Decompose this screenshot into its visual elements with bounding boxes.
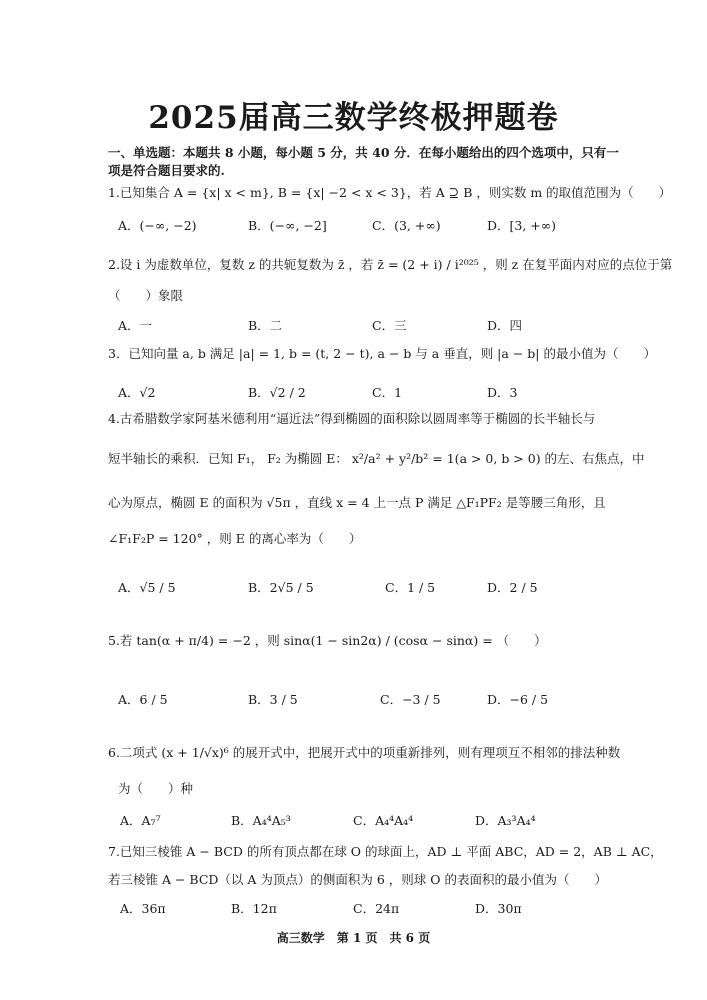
question-2-option-d: D．四 [487, 318, 523, 333]
section-instructions: 一、单选题：本题共 8 小题，每小题 5 分，共 40 分．在每小题给出的四个选项中，只有一 [108, 145, 619, 160]
question-1-stem: 1.已知集合 A = {x| x < m}, B = {x| −2 < x < 3}，若 A ⊇ B ，则实数 m 的取值范围为（ ） [108, 185, 672, 200]
question-6-stem: 6.二项式 (x + 1/√x)⁶ 的展开式中，把展开式中的项重新排列，则有理项互不相邻的排法种数 [108, 745, 621, 760]
question-3-option-d: D．3 [487, 385, 518, 400]
question-7-stem-cont: 若三棱锥 A − BCD（以 A 为顶点）的侧面积为 6 ，则球 O 的表面积的最小值为（ ） [108, 872, 607, 887]
question-4-stem-line4: ∠F₁F₂P = 120° ，则 E 的离心率为（ ） [108, 531, 362, 546]
question-1-option-c: C．(3, +∞) [372, 218, 441, 233]
question-1-option-d: D．[3, +∞) [487, 218, 557, 233]
question-6-option-c: C．A₄⁴A₄⁴ [353, 813, 414, 828]
question-3-option-c: C．1 [372, 385, 403, 400]
question-7-option-a: A．36π [120, 901, 166, 916]
question-3-option-a: A．√2 [118, 385, 156, 400]
question-4-option-c: C．1 / 5 [385, 580, 436, 595]
question-6-option-b: B．A₄⁴A₅³ [231, 813, 291, 828]
question-1-option-a: A．(−∞, −2) [118, 218, 197, 233]
question-4-option-d: D．2 / 5 [487, 580, 538, 595]
question-4-option-b: B．2√5 / 5 [248, 580, 314, 595]
question-7-option-c: C．24π [353, 901, 400, 916]
page-title: 2025届高三数学终极押题卷 [148, 100, 559, 136]
question-5-option-b: B．3 / 5 [248, 692, 298, 707]
question-6-option-d: D．A₃³A₄⁴ [475, 813, 536, 828]
question-4-stem-line3: 心为原点，椭圆 E 的面积为 √5π ，直线 x = 4 上一点 P 满足 △F₁PF₂ 是等腰三角形，且 [108, 495, 606, 510]
question-7-option-b: B．12π [231, 901, 277, 916]
question-5-stem: 5.若 tan(α + π/4) = −2 ，则 sinα(1 − sin2α) / (cosα − sinα) = （ ） [108, 633, 547, 648]
question-5-option-d: D．−6 / 5 [487, 692, 549, 707]
question-2-stem-cont: （ ）象限 [108, 288, 184, 303]
question-3-stem: 3．已知向量 a, b 满足 |a| = 1, b = (t, 2 − t), a − b 与 a 垂直，则 |a − b| 的最小值为（ ） [108, 346, 656, 361]
question-2-option-c: C．三 [372, 318, 407, 333]
question-4-stem: 4.古希腊数学家阿基米德利用“逼近法”得到椭圆的面积除以圆周率等于椭圆的长半轴长与 [108, 411, 596, 426]
page-footer: 高三数学 第 1 页 共 6 页 [276, 931, 431, 945]
question-2-option-b: B．二 [248, 318, 283, 333]
question-1-option-b: B．(−∞, −2] [248, 218, 327, 233]
question-6-option-a: A．A₇⁷ [120, 813, 161, 828]
question-4-option-a: A．√5 / 5 [118, 580, 176, 595]
question-2-stem: 2.设 i 为虚数单位，复数 z 的共轭复数为 z̄ ，若 z̄ = (2 + i) / i²⁰²⁵ ，则 z 在复平面内对应的点位于第 [108, 257, 673, 272]
question-5-option-a: A．6 / 5 [118, 692, 168, 707]
question-7-option-d: D．30π [475, 901, 522, 916]
section-instructions-cont: 项是符合题目要求的. [108, 163, 225, 178]
question-7-stem: 7.已知三棱锥 A − BCD 的所有顶点都在球 O 的球面上，AD ⊥ 平面 ABC，AD = 2，AB ⊥ AC， [108, 844, 663, 859]
question-5-option-c: C．−3 / 5 [380, 692, 441, 707]
question-3-option-b: B．√2 / 2 [248, 385, 306, 400]
question-2-option-a: A．一 [118, 318, 153, 333]
question-4-stem-line2: 短半轴长的乘积．已知 F₁， F₂ 为椭圆 E： x²/a² + y²/b² = 1(a > 0, b > 0) 的左、右焦点，中 [108, 451, 645, 466]
question-6-stem-cont: 为（ ）种 [118, 781, 194, 796]
